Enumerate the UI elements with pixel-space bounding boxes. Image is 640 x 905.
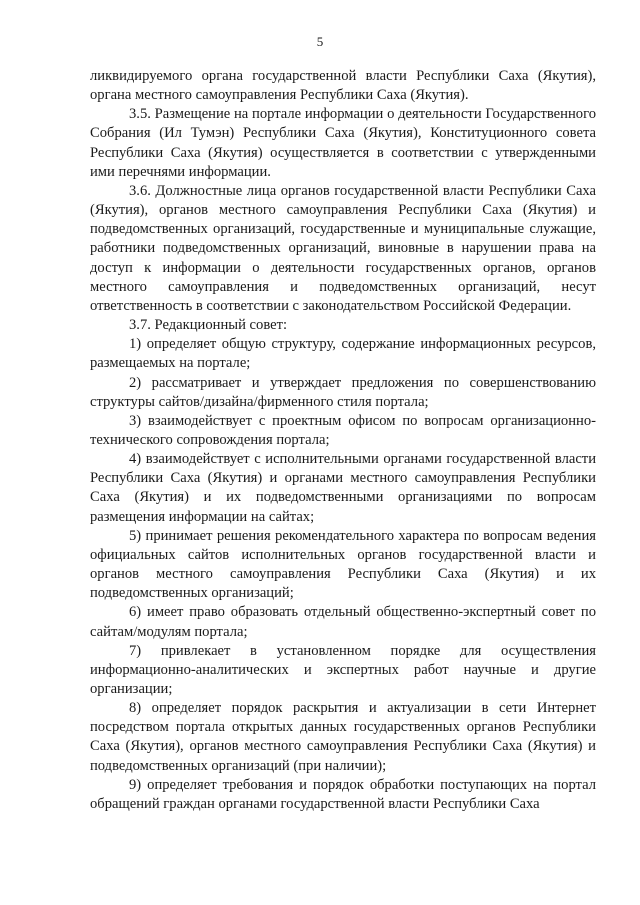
paragraph-3-7-heading: 3.7. Редакционный совет: <box>129 317 288 334</box>
list-item-3: 3) взаимодействует с проектным офисом по вопросам организационно-технического сопровождения портала; <box>90 412 596 448</box>
paragraph-3-6: 3.6. Должностные лица органов государственной власти Республики Саха (Якутия), органов местного самоуправления Республики Саха (Якутия) и подведомственных организаций, государственные и муниципальные служащие, работники подведомственных организаций, виновные в нарушении права на доступ к информации о деятельности государственных органов, органов местного самоуправления и подведомственных организаций, несут ответственность в соответствии с законодательством Российской Федерации. <box>90 182 596 314</box>
list-item-6: 6) имеет право образовать отдельный общественно-экспертный совет по сайтам/модулям портала; <box>90 604 596 640</box>
list-item-4: 4) взаимодействует с исполнительными органами государственной власти Республики Саха (Якутия) и органами местного самоуправления Республики Саха (Якутия) и их подведомственными организациями по вопросам размещения информации на сайтах; <box>90 451 596 525</box>
paragraph-continuation: ликвидируемого органа государственной власти Республики Саха (Якутия), органа местного самоуправления Республики Саха (Якутия). <box>90 68 596 104</box>
list-item-8: 8) определяет порядок раскрытия и актуализации в сети Интернет посредством портала открытых данных государственных органов Республики Саха (Якутия), органов местного самоуправления Республики Саха (Якутия) и подведомственных организаций (при наличии); <box>90 700 596 774</box>
list-item-2: 2) рассматривает и утверждает предложения по совершенствованию структуры сайтов/дизайна/фирменного стиля портала; <box>90 374 596 410</box>
list-item-7: 7) привлекает в установленном порядке для осуществления информационно-аналитических и экспертных работ научные и другие организации; <box>90 642 596 697</box>
page-number: 5 <box>316 34 324 49</box>
list-item-9: 9) определяет требования и порядок обработки поступающих на портал обращений граждан органами государственной власти Республики Саха <box>90 776 596 812</box>
list-item-5: 5) принимает решения рекомендательного характера по вопросам ведения официальных сайтов исполнительных органов государственной власти и органов местного самоуправления Республики Саха (Якутия) и их подведомственных организаций; <box>90 527 596 602</box>
list-item-1: 1) определяет общую структуру, содержание информационных ресурсов, размещаемых на портале; <box>90 336 596 372</box>
paragraph-3-5: 3.5. Размещение на портале информации о деятельности Государственного Собрания (Ил Тумэн) Республики Саха (Якутия), Конституционного совета Республики Саха (Якутия) осуществляется в соответствии с утвержденными ими перечнями информации. <box>90 106 596 180</box>
document-body <box>90 67 596 814</box>
